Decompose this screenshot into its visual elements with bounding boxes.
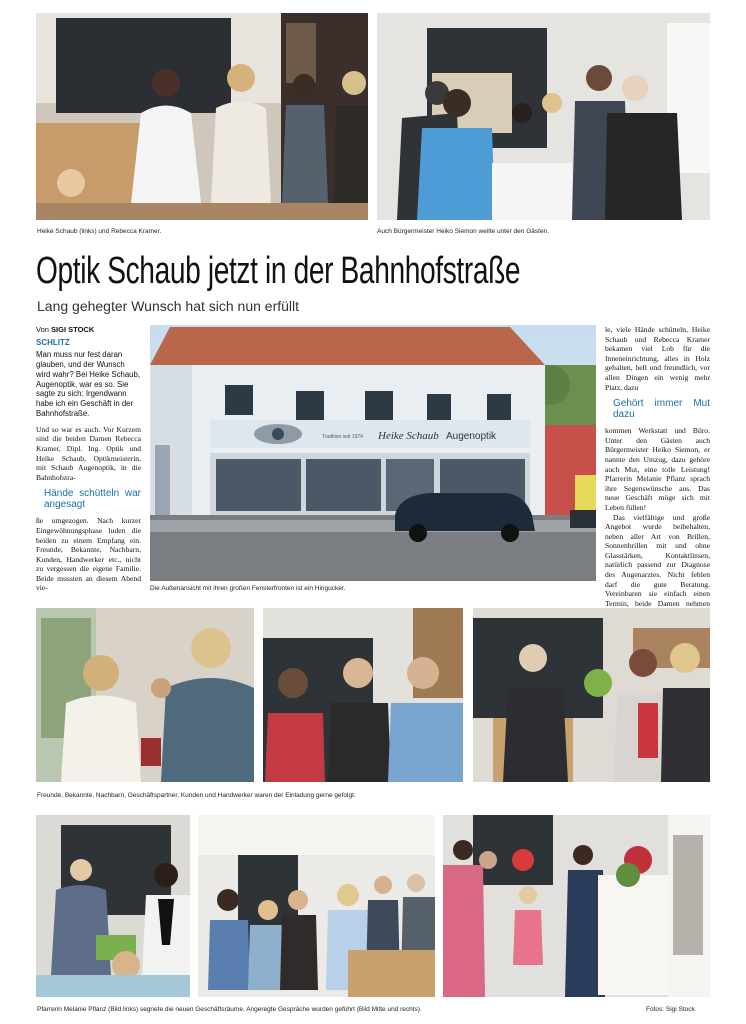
caption-middle-row: Freunde, Bekannte, Nachbarn, Geschäftspartner, Kunden und Handwerker waren der Einladung gerne gefolgt. <box>37 792 356 799</box>
photo-middle-2 <box>263 608 463 782</box>
photo-middle-3 <box>473 608 710 782</box>
paragraph: Das vielfältige und große Angebot wurde beibehalten, neben aller Art von Brillen, Sonnenbrillen mit und ohne Glasstärken, Kontaktlinsen, natürlich passend zur Diagnose des Augenarztes. Nicht fehlen darf die gute Beratung. Vereinbaren sie einfach einen Termin, beide Damen nehmen <box>605 512 710 608</box>
article-column-left <box>36 325 141 593</box>
caption-top-left: Heike Schaub (links) und Rebecca Kramer. <box>37 228 162 235</box>
photo-middle-1 <box>36 608 254 782</box>
shop-sign-type: Augenoptik <box>446 431 497 442</box>
byline-author: SIGI STOCK <box>51 325 95 334</box>
subheading: Hände schütteln war angesagt <box>44 488 141 511</box>
caption-storefront: Die Außenansicht mit ihren großen Fensterfronten ist ein Hingucker. <box>150 585 346 592</box>
subheading: Gehört immer Mut dazu <box>613 398 710 421</box>
article-subheadline: Lang gehegter Wunsch hat sich nun erfüllt <box>37 298 300 314</box>
caption-top-right: Auch Bürgermeister Heiko Siemon weilte unter den Gästen. <box>377 228 549 235</box>
article-column-right <box>605 325 710 618</box>
photo-top-left <box>36 13 368 220</box>
shop-sign-tagline: Tradition seit 1974 <box>322 434 363 440</box>
photo-credit: Fotos: Sigi Stock <box>646 1006 695 1013</box>
paragraph: Und so war es auch. Vor Kurzem sind die beiden Damen Rebecca Kramer, Dipl. Ing. Optik und Heike Schaub, Optikmeisterin, mit Schaub Augenoptik, in die Bahnhofstra- <box>36 424 141 482</box>
byline <box>36 325 141 335</box>
photo-bottom-1 <box>36 815 190 997</box>
photo-bottom-3 <box>443 815 710 997</box>
byline-prefix: Von <box>36 325 49 334</box>
paragraph: le, viele Hände schütteln, Heike Schaub und Rebecca Kramer bekamen viel Lob für die Inneneinrichtung, alles in Holz gehalten, hell und freundlich, vor allen Dingen ein wenig mehr Platz, dazu <box>605 325 710 392</box>
article-lead: Man muss nur fest daran glauben, und der Wunsch wird wahr? Bei Heike Schaub, Augenoptik, war es so. Sie sagte zu sich: Irgendwann habe ich ein Geschäft in der Bahnhofstraße. <box>36 350 141 418</box>
photo-bottom-2 <box>198 815 435 997</box>
paragraph: ße umgezogen. Nach kurzer Eingewöhnungsphase luden die beiden zu einem Empfang ein. Freunde, Bekannte, Nachbarn, Kunden, Handwerker etc., nicht zu vergessen die eigene Familie. Beide mussten an diesem Abend vie- <box>36 516 141 593</box>
caption-bottom-row: Pfarrerin Melanie Pflanz (Bild links) segnete die neuen Geschäftsräume. Angeregte Gespräche wurden geführt (Bild Mitte und rechts). <box>37 1006 422 1013</box>
shop-sign-name: Heike Schaub <box>378 430 439 442</box>
article-headline: Optik Schaub jetzt in der Bahnhofstraße <box>36 250 521 292</box>
photo-storefront <box>150 325 596 581</box>
photo-top-right <box>377 13 710 220</box>
paragraph: kommen Werkstatt und Büro. Unter den Gästen auch Bürgermeister Heiko Siemon, er nannte den Umzug, dazu gehöre auch Mut, eine tolle Leistung! Pfarrerin Melanie Pflanz sprach ihre Segenswünsche aus. Das neue Geschäft möge sich mit Leben füllen! <box>605 426 710 512</box>
dateline-place: SCHLITZ <box>36 337 70 347</box>
